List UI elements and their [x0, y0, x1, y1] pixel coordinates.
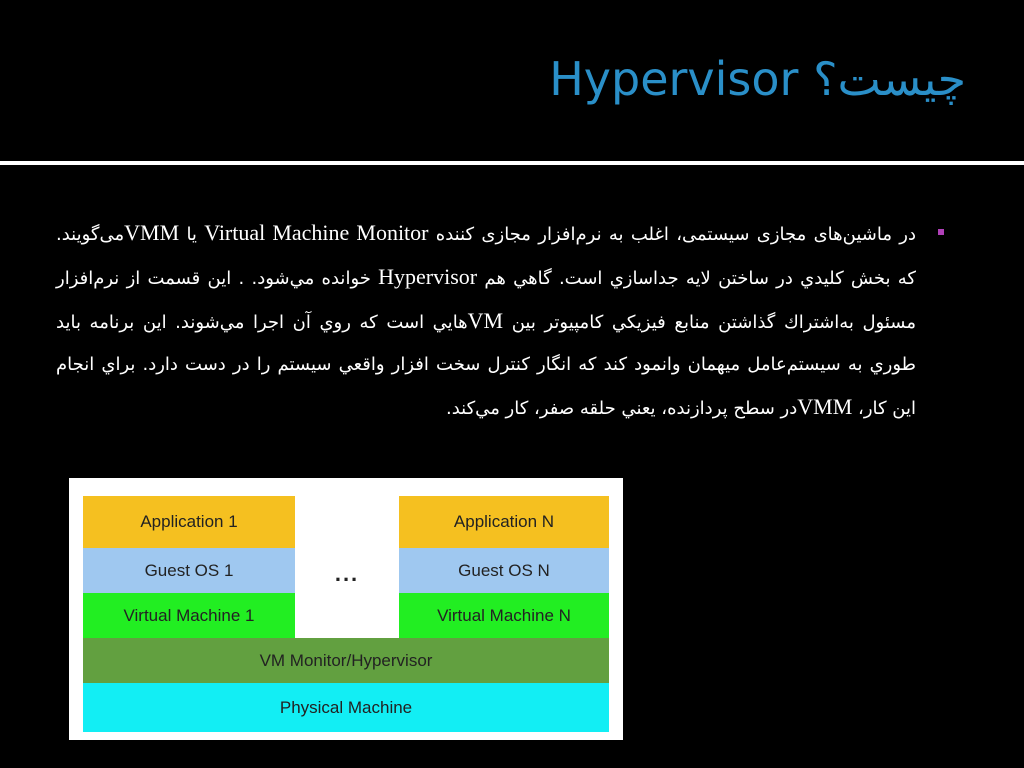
body-text-segment: هايي است كه روي آن اجرا مي‌شوند. اين برنامه بايد طوري به سيستم‌عامل ميهمان وانمود كند كه انگار كنترل سخت افزار واقعي سيستم را در دست دارد. براي انجام اين كار، [56, 312, 916, 419]
body-text-segment: در سطح پردازنده، يعني حلقه صفر، كار مي‌كند. [446, 398, 798, 419]
bullet-icon [938, 229, 944, 235]
application-1-block: Application 1 [83, 496, 295, 548]
body-text-segment: یا [179, 224, 205, 245]
virtual-machine-n-block: Virtual Machine N [399, 593, 609, 638]
title-persian: چیست؟ [813, 52, 966, 106]
body-text-segment: در ماشین‌های مجازی سیستمی، اغلب به نرم‌افزار مجازی کننده [428, 224, 916, 245]
body-paragraph [56, 212, 916, 430]
hypervisor-block: VM Monitor/Hypervisor [83, 638, 609, 683]
title-latin: Hypervisor [549, 52, 799, 106]
body-text-segment: خوانده مي‌شود. . اين قسمت از نرم‌افزار مسئول به‌اشتراك گذاشتن منابع فيزيكي كامپيوتر بين [56, 268, 916, 333]
slide-title [549, 52, 966, 106]
body-text-segment: می‌گویند. که بخش كليدي در ساختن لايه جداسازي است. گاهي هم [56, 224, 916, 289]
hypervisor-diagram [69, 478, 623, 740]
guest-os-1-block: Guest OS 1 [83, 548, 295, 593]
guest-os-n-block: Guest OS N [399, 548, 609, 593]
body-term-vmm: VMM [797, 394, 853, 419]
body-term-hypervisor: Hypervisor [378, 264, 478, 289]
ellipsis: ... [334, 561, 360, 586]
body-term-virtual-machine-monitor: Virtual Machine Monitor [204, 220, 429, 245]
application-n-block: Application N [399, 496, 609, 548]
body-term-vm: VM [467, 308, 504, 333]
physical-machine-block: Physical Machine [83, 683, 609, 732]
virtual-machine-1-block: Virtual Machine 1 [83, 593, 295, 638]
body-term-vmm: VMM [124, 220, 180, 245]
title-divider [0, 161, 1024, 165]
